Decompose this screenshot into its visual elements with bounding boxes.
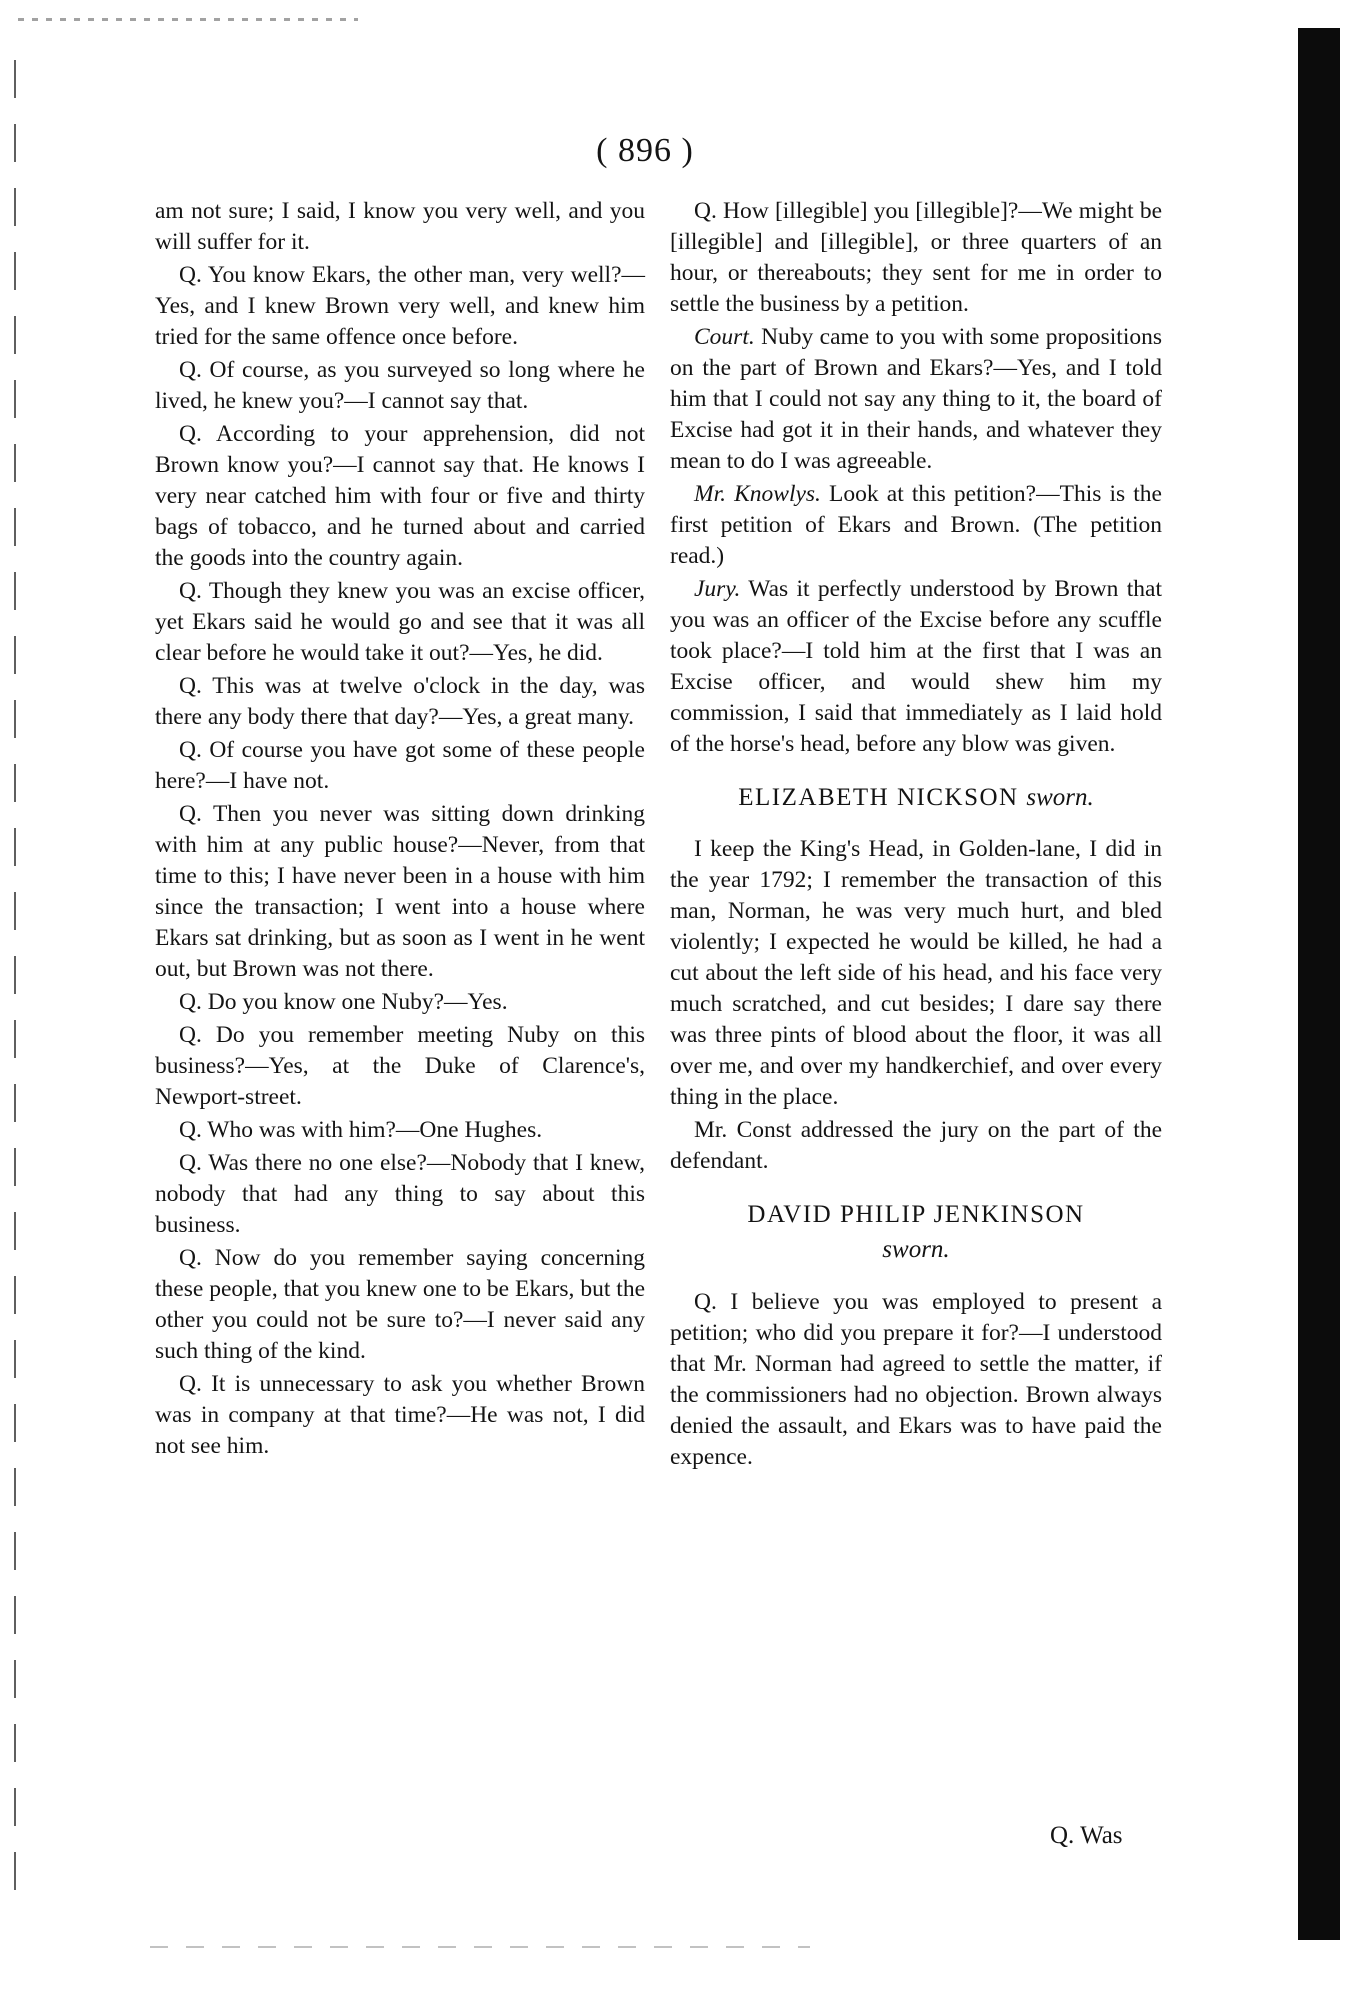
testimony-paragraph — [155, 799, 645, 985]
witness-1-testimony — [670, 834, 1162, 1177]
witness-2-testimony — [670, 1287, 1162, 1473]
testimony-paragraph — [670, 834, 1162, 1113]
witness-name: ELIZABETH NICKSON — [738, 784, 1019, 811]
paragraph-text: Look at this petition?—This is the first petition of Ekars and Brown. (The petition read.) — [670, 481, 1162, 569]
testimony-paragraph — [155, 1243, 645, 1367]
testimony-paragraph — [155, 1148, 645, 1241]
paragraph-text: Mr. Const addressed the jury on the part of the defendant. — [670, 1117, 1162, 1174]
paragraph-text: Q. It is unnecessary to ask you whether Brown was in company at that time?—He was not, I did not see him. — [155, 1371, 645, 1459]
testimony-paragraph — [670, 196, 1162, 320]
catchword: Q. Was — [1050, 1822, 1123, 1849]
witness-sworn-label: sworn. — [882, 1236, 950, 1263]
page-number: ( 896 ) — [596, 132, 694, 169]
paragraph-text: Q. Of course you have got some of these people here?—I have not. — [155, 737, 645, 794]
testimony-paragraph — [155, 196, 645, 258]
witness-sworn-label: sworn. — [1026, 784, 1094, 811]
paragraph-text: I keep the King's Head, in Golden-lane, I did in the year 1792; I remember the transaction of this man, Norman, he was very much hurt, and bled violently; I expected he would be killed, he had a cut about the left side of his head, and his face very much scratched, and cut besides; I dare say there was three pints of blood about the floor, it was all over me, and over my handkerchief, and over every thing in the place. — [670, 836, 1162, 1110]
right-column-testimony — [670, 196, 1162, 760]
testimony-paragraph — [670, 322, 1162, 477]
testimony-paragraph — [155, 1115, 645, 1146]
testimony-paragraph — [155, 1020, 645, 1113]
speaker-label: Court. — [694, 324, 755, 350]
speaker-label: Jury. — [694, 576, 741, 602]
paragraph-text: Q. Do you know one Nuby?—Yes. — [179, 989, 508, 1015]
scan-artifact-bottom — [150, 1946, 810, 1948]
testimony-paragraph — [155, 987, 645, 1018]
paragraph-text: Q. According to your apprehension, did not Brown know you?—I cannot say that. He knows I very near catched him with four or five and thirty bags of tobacco, and he turned about and carried the goods into the country again. — [155, 421, 645, 571]
witness-heading-david-philip-jenkinson — [670, 1199, 1162, 1231]
testimony-paragraph — [155, 260, 645, 353]
right-column — [670, 196, 1162, 1475]
left-column — [155, 196, 645, 1464]
paragraph-text: Q. I believe you was employed to present a petition; who did you prepare it for?—I understood that Mr. Norman had agreed to settle the matter, if the commissioners had no objection. Brown always denied the assault, and Ekars was to have paid the expence. — [670, 1289, 1162, 1470]
paragraph-text: Q. How [illegible] you [illegible]?—We might be [illegible] and [illegible], or three quarters of an hour, or thereabouts; they sent for me in order to settle the business by a petition. — [670, 198, 1162, 317]
scan-artifact-left-edge — [14, 60, 16, 1910]
paragraph-text: Q. Do you remember meeting Nuby on this business?—Yes, at the Duke of Clarence's, Newport-street. — [155, 1022, 645, 1110]
paragraph-text: Q. Though they knew you was an excise officer, yet Ekars said he would go and see that it was all clear before he would take it out?—Yes, he did. — [155, 578, 645, 666]
scan-artifact-right-edge — [1298, 28, 1340, 1940]
paragraph-text: Q. Who was with him?—One Hughes. — [179, 1117, 543, 1143]
testimony-paragraph — [155, 576, 645, 669]
testimony-paragraph — [155, 671, 645, 733]
testimony-paragraph — [155, 419, 645, 574]
testimony-paragraph — [670, 479, 1162, 572]
speaker-label: Mr. Knowlys. — [694, 481, 821, 507]
paragraph-text: Q. Of course, as you surveyed so long where he lived, he knew you?—I cannot say that. — [155, 357, 645, 414]
witness-name: DAVID PHILIP JENKINSON — [747, 1201, 1085, 1228]
witness-heading-elizabeth-nickson — [670, 782, 1162, 814]
testimony-paragraph — [670, 1287, 1162, 1473]
paragraph-text: Q. Was there no one else?—Nobody that I knew, nobody that had any thing to say about this business. — [155, 1150, 645, 1238]
testimony-paragraph — [155, 1369, 645, 1462]
paragraph-text: Was it perfectly understood by Brown that you was an officer of the Excise before any scuffle took place?—I told him at the first that I was an Excise officer, and would shew him my commission, I said that immediately as I laid hold of the horse's head, before any blow was given. — [670, 576, 1162, 757]
paragraph-text: Q. This was at twelve o'clock in the day, was there any body there that day?—Yes, a great many. — [155, 673, 645, 730]
testimony-paragraph — [670, 1115, 1162, 1177]
testimony-paragraph — [155, 355, 645, 417]
paragraph-text: Nuby came to you with some propositions on the part of Brown and Ekars?—Yes, and I told him that I could not say any thing to it, the board of Excise had got it in their hands, and whatever they mean to do I was agreeable. — [670, 324, 1162, 474]
paragraph-text: Q. You know Ekars, the other man, very well?—Yes, and I knew Brown very well, and knew him tried for the same offence once before. — [155, 262, 645, 350]
scan-artifact-top — [18, 18, 358, 21]
paragraph-text: Q. Then you never was sitting down drinking with him at any public house?—Never, from that time to this; I have never been in a house with him since the transaction; I went into a house where Ekars sat drinking, but as soon as I went in he went out, but Brown was not there. — [155, 801, 645, 982]
paragraph-text: Q. Now do you remember saying concerning these people, that you knew one to be Ekars, but the other you could not be sure to?—I never said any such thing of the kind. — [155, 1245, 645, 1364]
testimony-paragraph — [670, 574, 1162, 760]
testimony-paragraph — [155, 735, 645, 797]
paragraph-text: am not sure; I said, I know you very well, and you will suffer for it. — [155, 198, 645, 255]
